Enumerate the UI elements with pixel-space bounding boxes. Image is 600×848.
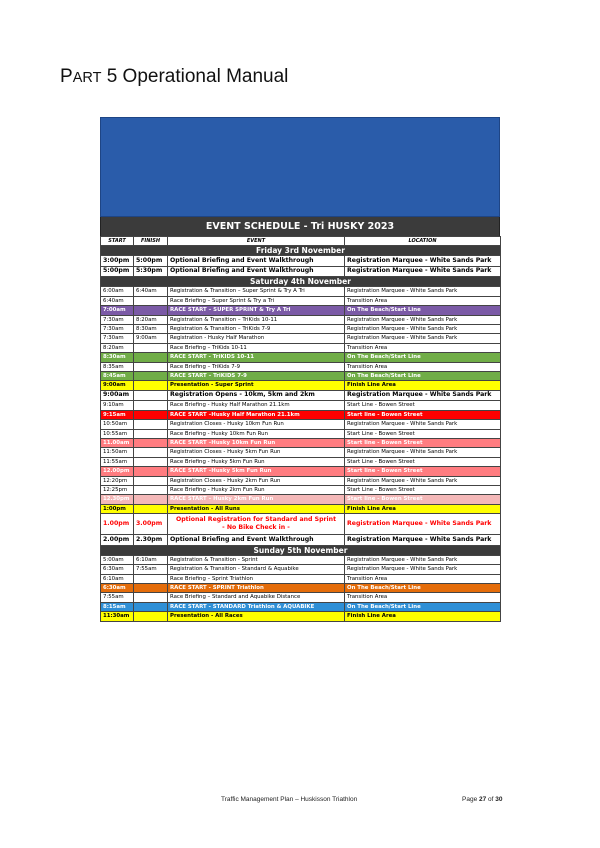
day-header-row [101, 277, 501, 287]
cell-start: 1.00pm [101, 514, 134, 535]
schedule-row [101, 390, 501, 401]
banner-image-area [100, 117, 500, 217]
schedule-row [101, 583, 501, 592]
cell-location: On The Beach/Start Line [345, 583, 501, 592]
cell-location: Transition Area [345, 593, 501, 602]
cell-start: 9:10am [101, 401, 134, 410]
cell-location: Registration Marquee - White Sands Park [345, 535, 501, 546]
schedule-row [101, 593, 501, 602]
cell-finish: 8:20am [134, 315, 168, 324]
page-current: 27 [479, 796, 487, 803]
cell-location: Registration Marquee - White Sands Park [345, 256, 501, 267]
column-header-event: EVENT [168, 237, 345, 246]
cell-location: Start Line - Bowen Street [345, 429, 501, 438]
cell-finish: 5:00pm [134, 256, 168, 267]
cell-start: 1:00pm [101, 504, 134, 513]
cell-event: Registration & Transition - Sprint [168, 555, 345, 564]
cell-event: Race Briefing - Husky Half Marathon 21.1km [168, 401, 345, 410]
cell-finish: 5:30pm [134, 266, 168, 277]
cell-event: Race Briefing – Standard and Aquabike Distance [168, 593, 345, 602]
cell-finish [134, 457, 168, 466]
cell-finish [134, 429, 168, 438]
cell-start: 6:30am [101, 583, 134, 592]
schedule-row [101, 467, 501, 476]
schedule-row [101, 514, 501, 535]
part-title-prefix-small: ART [72, 70, 102, 86]
cell-finish: 9:00am [134, 334, 168, 343]
schedule-row [101, 429, 501, 438]
schedule-row [101, 381, 501, 390]
cell-event: Race Briefing – Super Sprint & Try a Tri [168, 296, 345, 305]
schedule-row [101, 486, 501, 495]
schedule-row [101, 256, 501, 267]
cell-location: Finish Line Area [345, 612, 501, 621]
cell-location: On The Beach/Start Line [345, 372, 501, 381]
footer-page-number [462, 796, 503, 803]
event-line-2: - No Bike Check in - [222, 524, 290, 532]
part-title-prefix-large: P [60, 66, 73, 87]
cell-location: Transition Area [345, 362, 501, 371]
schedule-row [101, 343, 501, 352]
part-title-rest: 5 Operational Manual [101, 66, 289, 87]
cell-finish: 6:40am [134, 287, 168, 296]
cell-location: Registration Marquee - White Sands Park [345, 315, 501, 324]
cell-start: 6:40am [101, 296, 134, 305]
cell-location: Start Line - Bowen Street [345, 401, 501, 410]
cell-location: Start line - Bowen Street [345, 467, 501, 476]
cell-start: 3:00pm [101, 256, 134, 267]
cell-event [168, 514, 345, 535]
cell-event: Race Briefing – TriKids 7-9 [168, 362, 345, 371]
cell-finish: 3.00pm [134, 514, 168, 535]
cell-location: Start Line - Bowen Street [345, 457, 501, 466]
cell-start: 5:00am [101, 555, 134, 564]
schedule-row [101, 476, 501, 485]
cell-event: RACE START - STANDARD Triathlon & AQUABIKE [168, 602, 345, 611]
event-schedule [100, 117, 500, 622]
cell-start: 8:35am [101, 362, 134, 371]
schedule-row [101, 457, 501, 466]
cell-location: Transition Area [345, 574, 501, 583]
cell-start: 6:30am [101, 565, 134, 574]
cell-event: Registration Closes - Husky 2km Fun Run [168, 476, 345, 485]
cell-finish [134, 495, 168, 504]
schedule-row [101, 315, 501, 324]
cell-start: 11.00am [101, 439, 134, 448]
cell-start: 7:55am [101, 593, 134, 602]
cell-location: Registration Marquee - White Sands Park [345, 565, 501, 574]
cell-event: Optional Briefing and Event Walkthrough [168, 256, 345, 267]
cell-location: Registration Marquee - White Sands Park [345, 390, 501, 401]
table-header-row [101, 237, 501, 246]
cell-event: Presentation - All Runs [168, 504, 345, 513]
event-line-1: Optional Registration for Standard and Sprint [175, 515, 337, 523]
cell-location: Registration Marquee - White Sands Park [345, 514, 501, 535]
cell-finish [134, 574, 168, 583]
cell-location: Registration Marquee - White Sands Park [345, 287, 501, 296]
cell-location: Start line - Bowen Street [345, 495, 501, 504]
page-mid: of [486, 796, 496, 803]
cell-start: 6:00am [101, 287, 134, 296]
cell-finish [134, 390, 168, 401]
cell-finish [134, 467, 168, 476]
cell-event: Race Briefing – TriKids 10-11 [168, 343, 345, 352]
cell-finish [134, 372, 168, 381]
day-header-row [101, 545, 501, 555]
cell-location: On The Beach/Start Line [345, 306, 501, 315]
day-header-row [101, 246, 501, 256]
cell-event: Presentation - All Races [168, 612, 345, 621]
footer-document-title: Traffic Management Plan – Huskisson Triathlon [221, 796, 358, 803]
cell-location: Start Line - Bowen Street [345, 486, 501, 495]
cell-finish: 8:30am [134, 325, 168, 334]
cell-location: Registration Marquee - White Sands Park [345, 476, 501, 485]
cell-finish [134, 353, 168, 362]
cell-event: Presentation - Super Sprint [168, 381, 345, 390]
cell-finish [134, 612, 168, 621]
cell-start: 7:30am [101, 315, 134, 324]
cell-start: 5:00pm [101, 266, 134, 277]
cell-location: Start line - Bowen Street [345, 439, 501, 448]
cell-location: Transition Area [345, 343, 501, 352]
cell-start: 6:10am [101, 574, 134, 583]
cell-event: RACE START – TriKIDS 7-9 [168, 372, 345, 381]
cell-event: Race Briefing - Husky 5km Fun Run [168, 457, 345, 466]
schedule-row [101, 495, 501, 504]
cell-finish [134, 420, 168, 429]
column-header-location: LOCATION [345, 237, 501, 246]
cell-start: 2.00pm [101, 535, 134, 546]
schedule-row [101, 334, 501, 343]
cell-finish [134, 439, 168, 448]
schedule-row [101, 401, 501, 410]
cell-start: 8:15am [101, 602, 134, 611]
column-header-finish: FINISH [134, 237, 168, 246]
schedule-row [101, 448, 501, 457]
cell-location: On The Beach/Start Line [345, 353, 501, 362]
cell-event: Registration Closes - Husky 5km Fun Run [168, 448, 345, 457]
cell-event: Registration - Husky Half Marathon [168, 334, 345, 343]
cell-event: Registration & Transition – TriKids 10-11 [168, 315, 345, 324]
cell-finish: 6:10am [134, 555, 168, 564]
schedule-row [101, 555, 501, 564]
schedule-row [101, 410, 501, 419]
schedule-row [101, 565, 501, 574]
cell-location: Registration Marquee - White Sands Park [345, 555, 501, 564]
cell-start: 9:15am [101, 410, 134, 419]
day-label: Saturday 4th November [101, 277, 501, 287]
schedule-title: EVENT SCHEDULE - Tri HUSKY 2023 [100, 217, 500, 236]
cell-event: Registration & Transition – TriKids 7-9 [168, 325, 345, 334]
cell-location: Registration Marquee - White Sands Park [345, 420, 501, 429]
schedule-row [101, 602, 501, 611]
day-label: Friday 3rd November [101, 246, 501, 256]
cell-start: 12:20pm [101, 476, 134, 485]
cell-finish [134, 476, 168, 485]
schedule-row [101, 535, 501, 546]
cell-event: RACE START –Husky Half Marathon 21.1km [168, 410, 345, 419]
schedule-row [101, 296, 501, 305]
cell-start: 10:50am [101, 420, 134, 429]
cell-start: 7:00am [101, 306, 134, 315]
cell-start: 11:30am [101, 612, 134, 621]
cell-finish [134, 486, 168, 495]
day-label: Sunday 5th November [101, 545, 501, 555]
cell-event: Registration Closes - Husky 10km Fun Run [168, 420, 345, 429]
cell-start: 12.30pm [101, 495, 134, 504]
cell-event: Optional Briefing and Event Walkthrough [168, 266, 345, 277]
cell-finish [134, 343, 168, 352]
cell-finish [134, 362, 168, 371]
schedule-row [101, 306, 501, 315]
cell-event: Race Briefing - Husky 10km Fun Run [168, 429, 345, 438]
cell-location: On The Beach/Start Line [345, 602, 501, 611]
schedule-row [101, 420, 501, 429]
cell-location: Start line - Bowen Street [345, 410, 501, 419]
schedule-row [101, 325, 501, 334]
cell-event: Race Briefing - Husky 2km Fun Run [168, 486, 345, 495]
page-prefix: Page [462, 796, 479, 803]
cell-event: RACE START – SUPER SPRINT & Try A Tri [168, 306, 345, 315]
schedule-row [101, 362, 501, 371]
cell-start: 8:45am [101, 372, 134, 381]
cell-start: 10:55am [101, 429, 134, 438]
schedule-row [101, 372, 501, 381]
part-title [60, 66, 288, 88]
cell-finish [134, 401, 168, 410]
cell-finish [134, 448, 168, 457]
cell-event: RACE START –Husky 5km Fun Run [168, 467, 345, 476]
cell-start: 7:30am [101, 334, 134, 343]
cell-start: 7:30am [101, 325, 134, 334]
cell-start: 8:30am [101, 353, 134, 362]
page-total: 30 [495, 796, 503, 803]
cell-start: 9:00am [101, 381, 134, 390]
schedule-row [101, 612, 501, 621]
cell-event: Optional Briefing and Event Walkthrough [168, 535, 345, 546]
cell-event: RACE START - SPRINT Triathlon [168, 583, 345, 592]
cell-location: Finish Line Area [345, 504, 501, 513]
schedule-row [101, 439, 501, 448]
schedule-row [101, 504, 501, 513]
column-header-start: START [101, 237, 134, 246]
cell-event: RACE START - TriKIDS 10-11 [168, 353, 345, 362]
schedule-row [101, 353, 501, 362]
cell-finish [134, 296, 168, 305]
cell-location: Registration Marquee - White Sands Park [345, 266, 501, 277]
cell-finish [134, 593, 168, 602]
cell-finish [134, 583, 168, 592]
cell-finish [134, 410, 168, 419]
cell-location: Transition Area [345, 296, 501, 305]
cell-event: RACE START – Husky 2km Fun Run [168, 495, 345, 504]
cell-event: Race Briefing – Sprint Triathlon [168, 574, 345, 583]
cell-location: Registration Marquee - White Sands Park [345, 325, 501, 334]
schedule-row [101, 287, 501, 296]
cell-finish: 7:55am [134, 565, 168, 574]
cell-finish [134, 306, 168, 315]
cell-start: 12.00pm [101, 467, 134, 476]
cell-finish [134, 504, 168, 513]
cell-start: 12:25pm [101, 486, 134, 495]
schedule-table [100, 236, 501, 622]
cell-event: Registration & Transition – Super Sprint & Try A Tri [168, 287, 345, 296]
cell-location: Finish Line Area [345, 381, 501, 390]
cell-start: 11:55am [101, 457, 134, 466]
cell-event: Registration & Transition - Standard & Aquabike [168, 565, 345, 574]
cell-start: 9:00am [101, 390, 134, 401]
cell-start: 8:20am [101, 343, 134, 352]
cell-event: Registration Opens - 10km, 5km and 2km [168, 390, 345, 401]
cell-finish [134, 602, 168, 611]
schedule-row [101, 574, 501, 583]
cell-location: Registration Marquee - White Sands Park [345, 448, 501, 457]
cell-finish: 2.30pm [134, 535, 168, 546]
schedule-row [101, 266, 501, 277]
cell-event: RACE START –Husky 10km Fun Run [168, 439, 345, 448]
cell-location: Registration Marquee - White Sands Park [345, 334, 501, 343]
cell-start: 11:50am [101, 448, 134, 457]
cell-finish [134, 381, 168, 390]
